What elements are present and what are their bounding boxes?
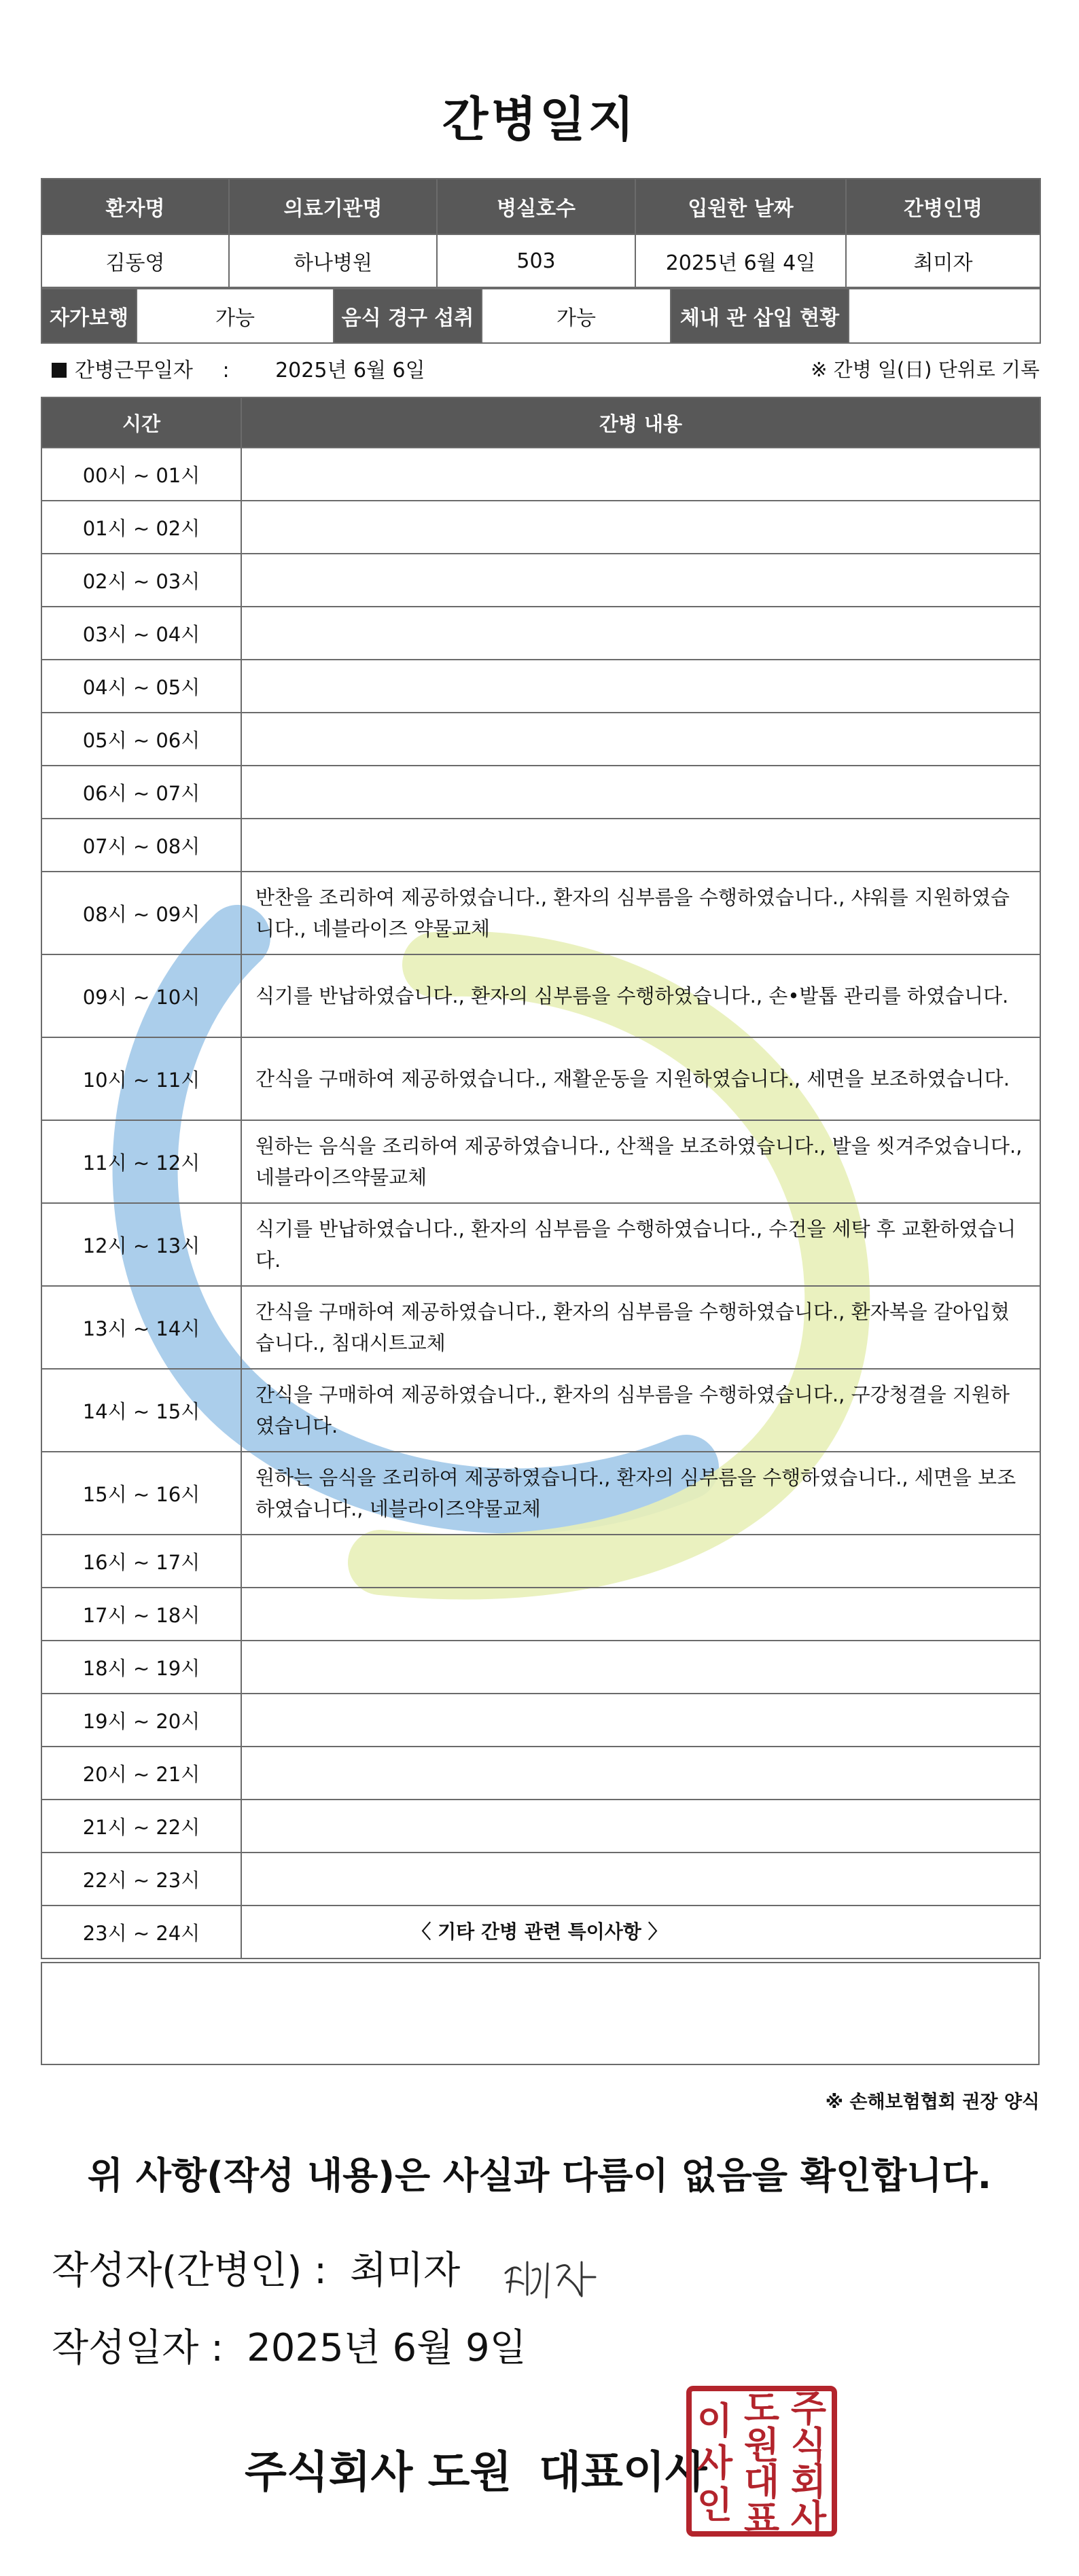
log-time: 10시 ~ 11시 xyxy=(41,1037,241,1120)
company-seal xyxy=(685,2384,838,2538)
care-log-row xyxy=(41,1037,1040,1120)
special-notes-title: 〈 기타 간병 관련 특이사항 〉 xyxy=(412,1920,667,1943)
log-content xyxy=(241,819,1040,872)
tube-insertion-value xyxy=(849,289,1040,343)
care-log-row xyxy=(41,554,1040,607)
care-log-row xyxy=(41,819,1040,872)
log-time: 01시 ~ 02시 xyxy=(41,501,241,554)
care-log-row xyxy=(41,607,1040,660)
writer-line xyxy=(52,2240,460,2295)
care-date-colon: : xyxy=(222,359,230,382)
log-content xyxy=(241,607,1040,660)
patient-info-value-row xyxy=(41,234,1040,287)
log-content xyxy=(241,713,1040,766)
header-caregiver: 간병인명 xyxy=(846,179,1040,234)
log-content xyxy=(241,1535,1040,1588)
writer-label: 작성자(간병인) : xyxy=(52,2249,327,2293)
log-time: 04시 ~ 05시 xyxy=(41,660,241,713)
log-content: 간식을 구매하여 제공하였습니다., 재활운동을 지원하였습니다., 세면을 보조하였습니다. xyxy=(241,1037,1040,1120)
log-time: 00시 ~ 01시 xyxy=(41,448,241,501)
care-log-row xyxy=(41,713,1040,766)
self-care-value: 가능 xyxy=(137,289,334,343)
care-log-row xyxy=(41,1747,1040,1800)
care-log-row xyxy=(41,660,1040,713)
care-log-row xyxy=(41,501,1040,554)
log-content xyxy=(241,448,1040,501)
form-source-note: ※ 손해보험협회 권장 양식 xyxy=(825,2092,1040,2113)
log-time: 09시 ~ 10시 xyxy=(41,954,241,1037)
care-log-row xyxy=(41,1120,1040,1203)
log-content xyxy=(241,554,1040,607)
log-time: 12시 ~ 13시 xyxy=(41,1203,241,1286)
log-time: 16시 ~ 17시 xyxy=(41,1535,241,1588)
log-time: 21시 ~ 22시 xyxy=(41,1800,241,1853)
care-log-row xyxy=(41,1800,1040,1853)
seal-character: 인 xyxy=(696,2484,733,2526)
care-log-row xyxy=(41,1369,1040,1452)
self-care-label: 자가보행 xyxy=(41,289,137,343)
log-time: 02시 ~ 03시 xyxy=(41,554,241,607)
care-date-line xyxy=(52,353,425,383)
header-time: 시간 xyxy=(41,397,241,448)
care-date-value: 2025년 6월 6일 xyxy=(275,359,425,382)
log-time: 11시 ~ 12시 xyxy=(41,1120,241,1203)
care-log-row xyxy=(41,766,1040,819)
care-log-row xyxy=(41,1588,1040,1641)
header-care-content: 간병 내용 xyxy=(241,397,1040,448)
admission-date: 2025년 6월 4일 xyxy=(635,234,846,287)
confirmation-statement: 위 사항(작성 내용)은 사실과 다름이 없음을 확인합니다. xyxy=(87,2154,992,2197)
patient-name: 김동영 xyxy=(41,234,229,287)
care-log-row xyxy=(41,954,1040,1037)
header-admission-date: 입원한 날짜 xyxy=(635,179,846,234)
care-log-row xyxy=(41,448,1040,501)
log-content xyxy=(241,1694,1040,1747)
tube-insertion-label: 체내 관 삽입 현황 xyxy=(671,289,849,343)
seal-character: 도 xyxy=(743,2387,780,2430)
seal-character: 이 xyxy=(696,2399,733,2442)
special-notes-content xyxy=(41,1963,1039,2064)
log-content xyxy=(241,501,1040,554)
log-time: 08시 ~ 09시 xyxy=(41,872,241,954)
seal-character: 사 xyxy=(790,2497,827,2538)
care-log-header-row xyxy=(41,397,1040,448)
care-log-row xyxy=(41,1452,1040,1535)
log-time: 23시 ~ 24시 xyxy=(41,1906,241,1958)
seal-character: 사 xyxy=(696,2441,733,2484)
patient-info-table xyxy=(41,178,1041,288)
header-hospital: 의료기관명 xyxy=(229,179,437,234)
log-time: 15시 ~ 16시 xyxy=(41,1452,241,1535)
log-content xyxy=(241,1853,1040,1906)
oral-intake-value: 가능 xyxy=(482,289,671,343)
care-date-note: ※ 간병 일(日) 단위로 기록 xyxy=(811,358,1040,381)
page-title: 간병일지 xyxy=(442,92,637,147)
log-time: 20시 ~ 21시 xyxy=(41,1747,241,1800)
log-content xyxy=(241,1588,1040,1641)
write-date-line xyxy=(52,2318,527,2372)
header-room: 병실호수 xyxy=(437,179,635,234)
seal-character: 표 xyxy=(743,2497,780,2538)
care-log-row xyxy=(41,1694,1040,1747)
log-time: 13시 ~ 14시 xyxy=(41,1286,241,1369)
log-content xyxy=(241,766,1040,819)
seal-character: 주 xyxy=(790,2387,827,2430)
care-date-label: 간병근무일자 xyxy=(75,359,193,382)
room-number: 503 xyxy=(437,234,635,287)
write-date-value: 2025년 6월 9일 xyxy=(247,2326,527,2370)
care-log-row xyxy=(41,872,1040,954)
seal-character: 대 xyxy=(743,2461,780,2503)
log-time: 07시 ~ 08시 xyxy=(41,819,241,872)
hospital-name: 하나병원 xyxy=(229,234,437,287)
oral-intake-label: 음식 경구 섭취 xyxy=(334,289,482,343)
company-line xyxy=(245,2437,707,2500)
log-content xyxy=(241,1641,1040,1694)
patient-status-table xyxy=(41,288,1041,344)
header-patient-name: 환자명 xyxy=(41,179,229,234)
seal-character: 회 xyxy=(790,2461,827,2503)
log-content: 간식을 구매하여 제공하였습니다., 환자의 심부름을 수행하였습니다., 환자복을 갈아입혔습니다., 침대시트교체 xyxy=(241,1286,1040,1369)
special-notes-table xyxy=(41,1962,1040,2065)
patient-status-row xyxy=(41,289,1040,343)
log-content: 간식을 구매하여 제공하였습니다., 환자의 심부름을 수행하였습니다., 구강청결을 지원하였습니다. xyxy=(241,1369,1040,1452)
log-time: 14시 ~ 15시 xyxy=(41,1369,241,1452)
log-time: 03시 ~ 04시 xyxy=(41,607,241,660)
log-time: 17시 ~ 18시 xyxy=(41,1588,241,1641)
company-representative: 대표이사 xyxy=(539,2448,707,2498)
log-time: 22시 ~ 23시 xyxy=(41,1853,241,1906)
care-log-row xyxy=(41,1853,1040,1906)
log-content xyxy=(241,660,1040,713)
square-bullet-icon xyxy=(52,363,67,378)
log-time: 18시 ~ 19시 xyxy=(41,1641,241,1694)
log-time: 06시 ~ 07시 xyxy=(41,766,241,819)
seal-character: 식 xyxy=(790,2424,827,2467)
log-content xyxy=(241,1800,1040,1853)
log-content: 식기를 반납하였습니다., 환자의 심부름을 수행하였습니다., 손•발톱 관리를 하였습니다. xyxy=(241,954,1040,1037)
care-log-table xyxy=(41,397,1041,1959)
seal-character: 원 xyxy=(743,2424,780,2467)
log-time: 05시 ~ 06시 xyxy=(41,713,241,766)
writer-name: 최미자 xyxy=(349,2249,461,2293)
log-content: 원하는 음식을 조리하여 제공하였습니다., 산책을 보조하였습니다., 발을 씻겨주었습니다., 네블라이즈약물교체 xyxy=(241,1120,1040,1203)
log-content: 원하는 음식을 조리하여 제공하였습니다., 환자의 심부름을 수행하였습니다., 세면을 보조하였습니다., 네블라이즈약물교체 xyxy=(241,1452,1040,1535)
patient-info-header-row xyxy=(41,179,1040,234)
care-log-row xyxy=(41,1286,1040,1369)
log-content: 식기를 반납하였습니다., 환자의 심부름을 수행하였습니다., 수건을 세탁 후 교환하였습니다. xyxy=(241,1203,1040,1286)
care-log-row xyxy=(41,1535,1040,1588)
care-log-row xyxy=(41,1641,1040,1694)
handwritten-signature xyxy=(500,2250,616,2304)
log-content: 반찬을 조리하여 제공하였습니다., 환자의 심부름을 수행하였습니다., 샤워를 지원하였습니다., 네블라이즈 약물교체 xyxy=(241,872,1040,954)
write-date-label: 작성일자 : xyxy=(52,2326,224,2370)
log-time: 19시 ~ 20시 xyxy=(41,1694,241,1747)
caregiver-name: 최미자 xyxy=(846,234,1040,287)
log-content xyxy=(241,1747,1040,1800)
company-name: 주식회사 도원 xyxy=(245,2448,512,2498)
care-log-row xyxy=(41,1203,1040,1286)
